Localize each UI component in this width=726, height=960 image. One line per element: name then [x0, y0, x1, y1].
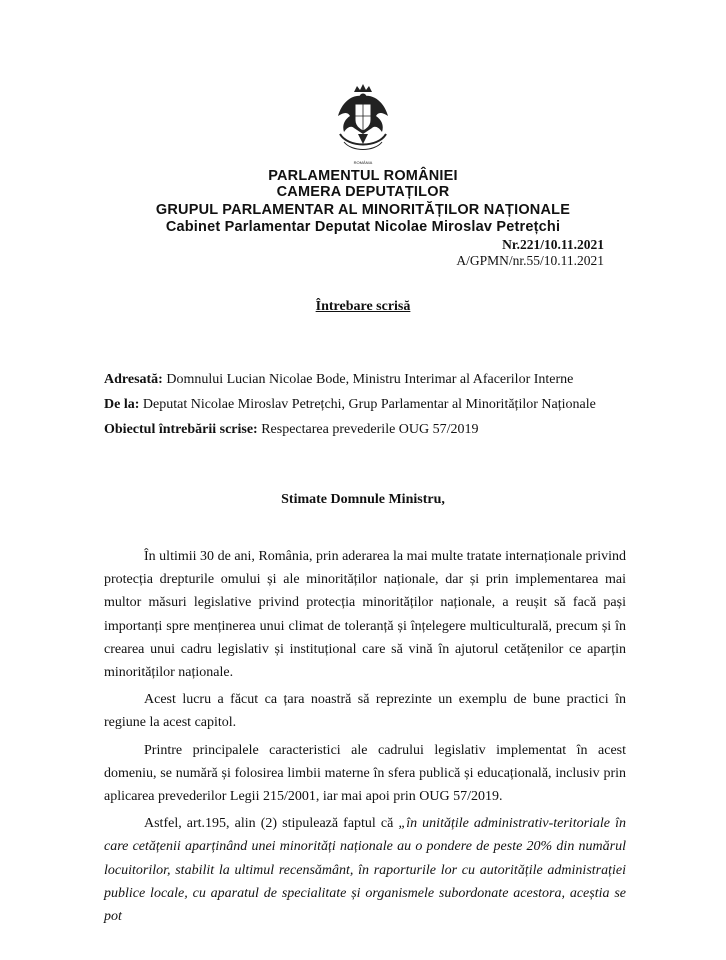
secondary-registration-number: A/GPMN/nr.55/10.11.2021 — [456, 253, 604, 268]
body-paragraph: Acest lucru a făcut ca țara noastră să reprezinte un exemplu de bune practici în regiune la acest capitol. — [104, 692, 626, 731]
svg-text:ROMÂNIA: ROMÂNIA — [353, 160, 373, 165]
cabinet-name: Cabinet Parlamentar Deputat Nicolae Miroslav Petrețchi — [165, 219, 561, 235]
registration-number: Nr.221/10.11.2021 — [502, 237, 604, 252]
institution-name: PARLAMENTUL ROMÂNIEI — [268, 168, 458, 184]
body-paragraph-quote — [104, 812, 626, 928]
sender-line — [104, 396, 596, 413]
addressee-value: Domnului Lucian Nicolae Bode, Ministru Interimar al Afacerilor Interne — [162, 372, 574, 387]
salutation: Stimate Domnule Ministru, — [281, 492, 445, 507]
document-body — [104, 545, 626, 932]
subject-line — [104, 421, 479, 438]
chamber-name: CAMERA DEPUTAȚILOR — [276, 184, 450, 200]
document-title: Întrebare scrisă — [315, 299, 411, 314]
addressee-label: Adresată: — [104, 372, 163, 387]
sender-value: Deputat Nicolae Miroslav Petrețchi, Grup Parlamentar al Minorităților Naționale — [139, 397, 596, 412]
subject-label: Obiectul întrebării scrise: — [104, 422, 258, 437]
romanian-parliament-crest-logo — [330, 82, 396, 166]
quoted-law-text: „în unitățile administrativ-teritoriale în care cetățenii aparținând unei minorități naționale au o pondere de peste 20% din numărul locuitorilor, stabilit la ultimul recensământ, în raporturile lor cu autoritățile administrației publice locale, cu aparatul de specialitate și organismele subordonate acestora, aceștia se pot — [104, 816, 626, 925]
quote-lead: Astfel, art.195, alin (2) stipulează faptul că — [144, 816, 399, 832]
subject-value: Respectarea prevederile OUG 57/2019 — [257, 422, 479, 437]
body-paragraph: În ultimii 30 de ani, România, prin aderarea la mai multe tratate internaționale privind protecția drepturile omului și ale minorităților naționale, dar și prin implementarea mai multor măsuri legislative privind protecția minorităților naționale, a reușit să facă pași importanți spre menținerea unui climat de toleranță și înțelegere multiculturală, precum și în crearea unui cadru legislativ și instituțional care să vină în ajutorul cetățenilor ce aparțin minorităților naționale. — [104, 549, 626, 681]
parliamentary-group-name: GRUPUL PARLAMENTAR AL MINORITĂȚILOR NAȚIONALE — [155, 202, 571, 218]
addressee-line — [104, 371, 573, 388]
body-paragraph: Printre principalele caracteristici ale cadrului legislativ implementat în acest domeniu, se numără și folosirea limbii materne în sfera publică și educațională, inclusiv prin aplicarea prevederilor Legii 215/2001, iar mai apoi prin OUG 57/2019. — [104, 742, 626, 805]
sender-label: De la: — [104, 397, 140, 412]
